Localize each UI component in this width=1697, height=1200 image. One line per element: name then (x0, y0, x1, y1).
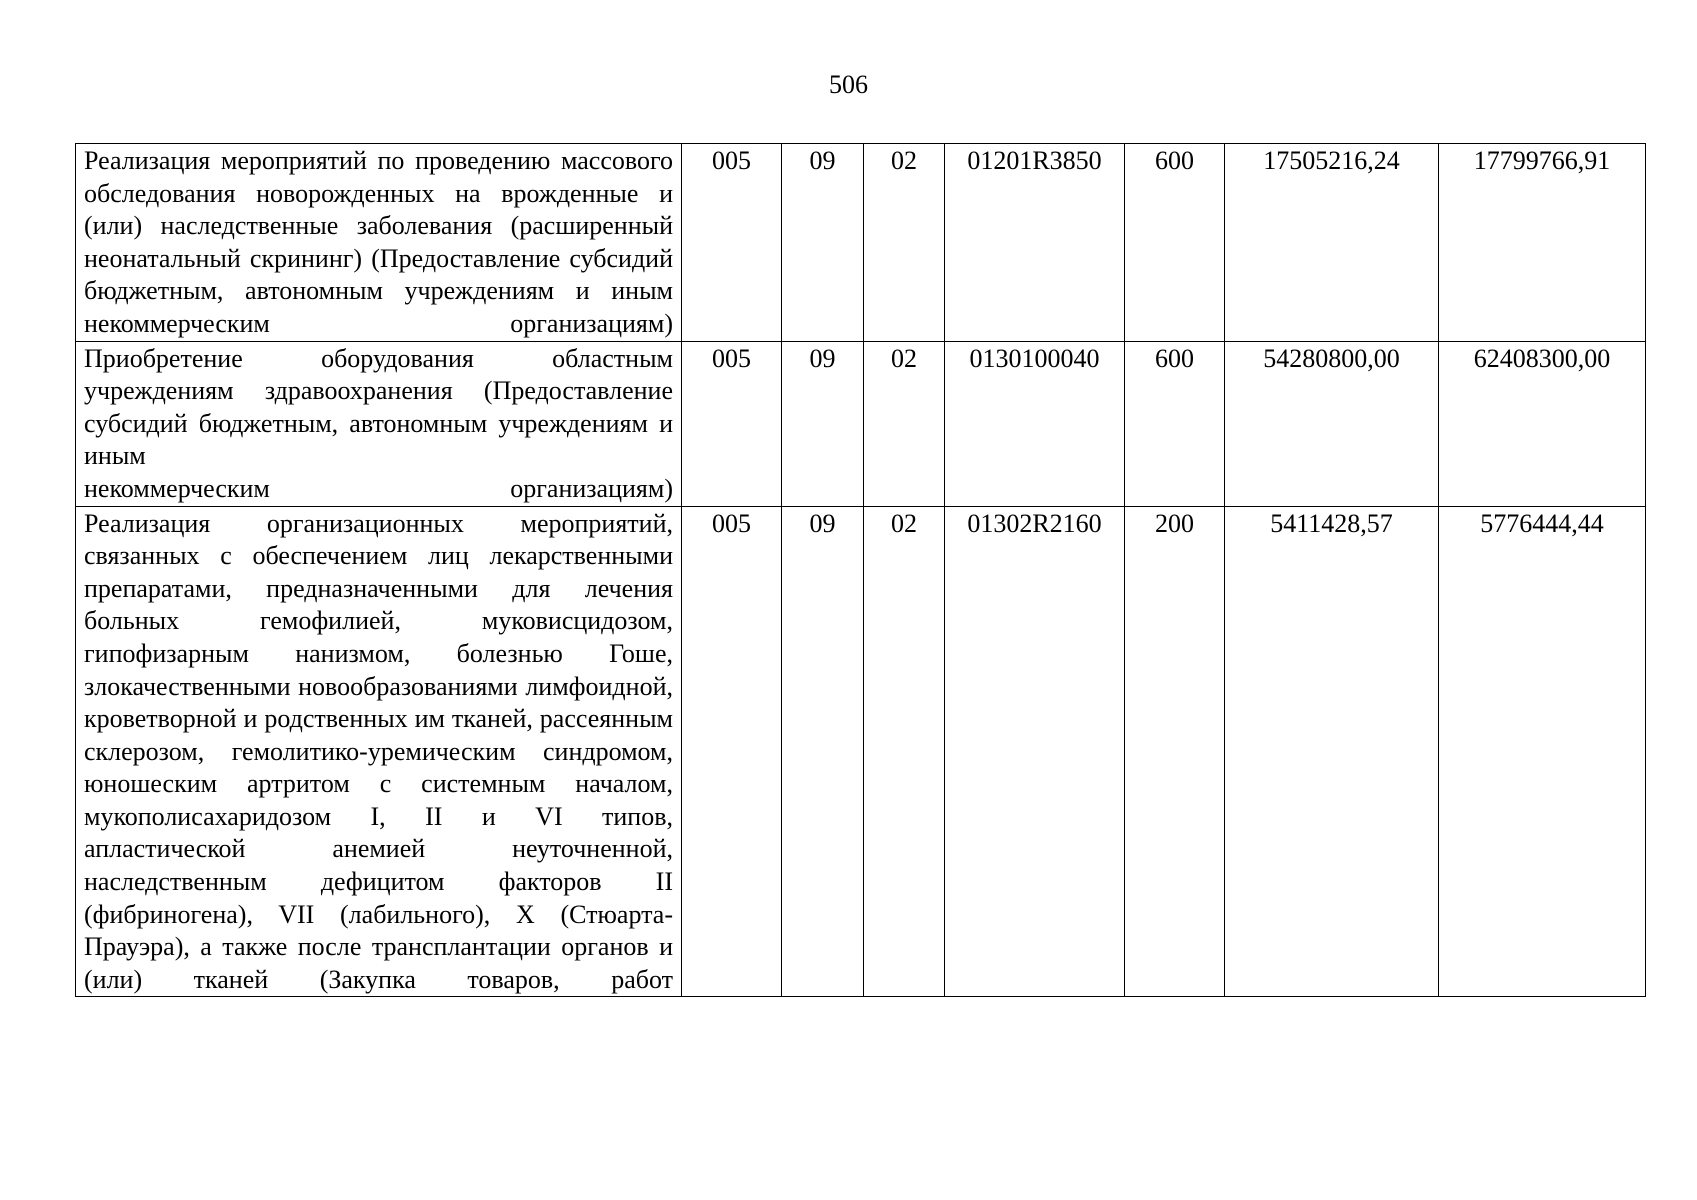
target-item-code: 01302R2160 (945, 506, 1125, 997)
subsection-code: 02 (864, 506, 945, 997)
description-text-last-line: некоммерческим организациям) (84, 473, 673, 503)
budget-table (75, 143, 1646, 997)
description-text-last-line: некоммерческим организациям) (84, 308, 673, 338)
expense-type-code: 600 (1125, 144, 1225, 342)
page-number: 506 (829, 70, 868, 99)
description-text: Приобретение оборудования областным учреждениям здравоохранения (Предоставление субсидий бюджетным, автономным учреждениям и иным (84, 343, 673, 471)
expense-type-code: 600 (1125, 341, 1225, 506)
expense-description (76, 144, 682, 342)
amount-year-2: 5776444,44 (1439, 506, 1646, 997)
ministry-code: 005 (682, 144, 782, 342)
expense-type-code: 200 (1125, 506, 1225, 997)
amount-year-1: 5411428,57 (1225, 506, 1439, 997)
section-code: 09 (782, 341, 864, 506)
subsection-code: 02 (864, 341, 945, 506)
amount-year-2: 17799766,91 (1439, 144, 1646, 342)
expense-description (76, 506, 682, 997)
table-row (76, 506, 1646, 997)
expense-description (76, 341, 682, 506)
table-row (76, 144, 1646, 342)
description-text: Реализация мероприятий по проведению массового обследования новорожденных на врожденные и (или) наследственные заболевания (расширенный неонатальный скрининг) (Предоставление субсидий бюджетным, автономным учреждениям и иным (84, 146, 673, 306)
description-text: Реализация организационных мероприятий, связанных с обеспечением лиц лекарственными препаратами, предназначенными для лечения больных гемофилией, муковисцидозом, гипофизарным нанизмом, болезнью Гоше, злокачественными новообразованиями лимфоидной, кроветворной и родственных им тканей, рассеянным склерозом, гемолитико-уремическим синдромом, юношеским артритом с системным началом, мукополисахаридозом I, II и VI типов, апластической анемией неуточненной, наследственным дефицитом факторов II (фибриногена), VII (лабильного), X (Стюарта-Прауэра), а также после трансплантации органов и (или) тканей (Закупка товаров, работ (84, 508, 673, 994)
target-item-code: 01201R3850 (945, 144, 1125, 342)
target-item-code: 0130100040 (945, 341, 1125, 506)
ministry-code: 005 (682, 506, 782, 997)
table-row (76, 341, 1646, 506)
amount-year-2: 62408300,00 (1439, 341, 1646, 506)
amount-year-1: 17505216,24 (1225, 144, 1439, 342)
section-code: 09 (782, 506, 864, 997)
ministry-code: 005 (682, 341, 782, 506)
section-code: 09 (782, 144, 864, 342)
subsection-code: 02 (864, 144, 945, 342)
amount-year-1: 54280800,00 (1225, 341, 1439, 506)
